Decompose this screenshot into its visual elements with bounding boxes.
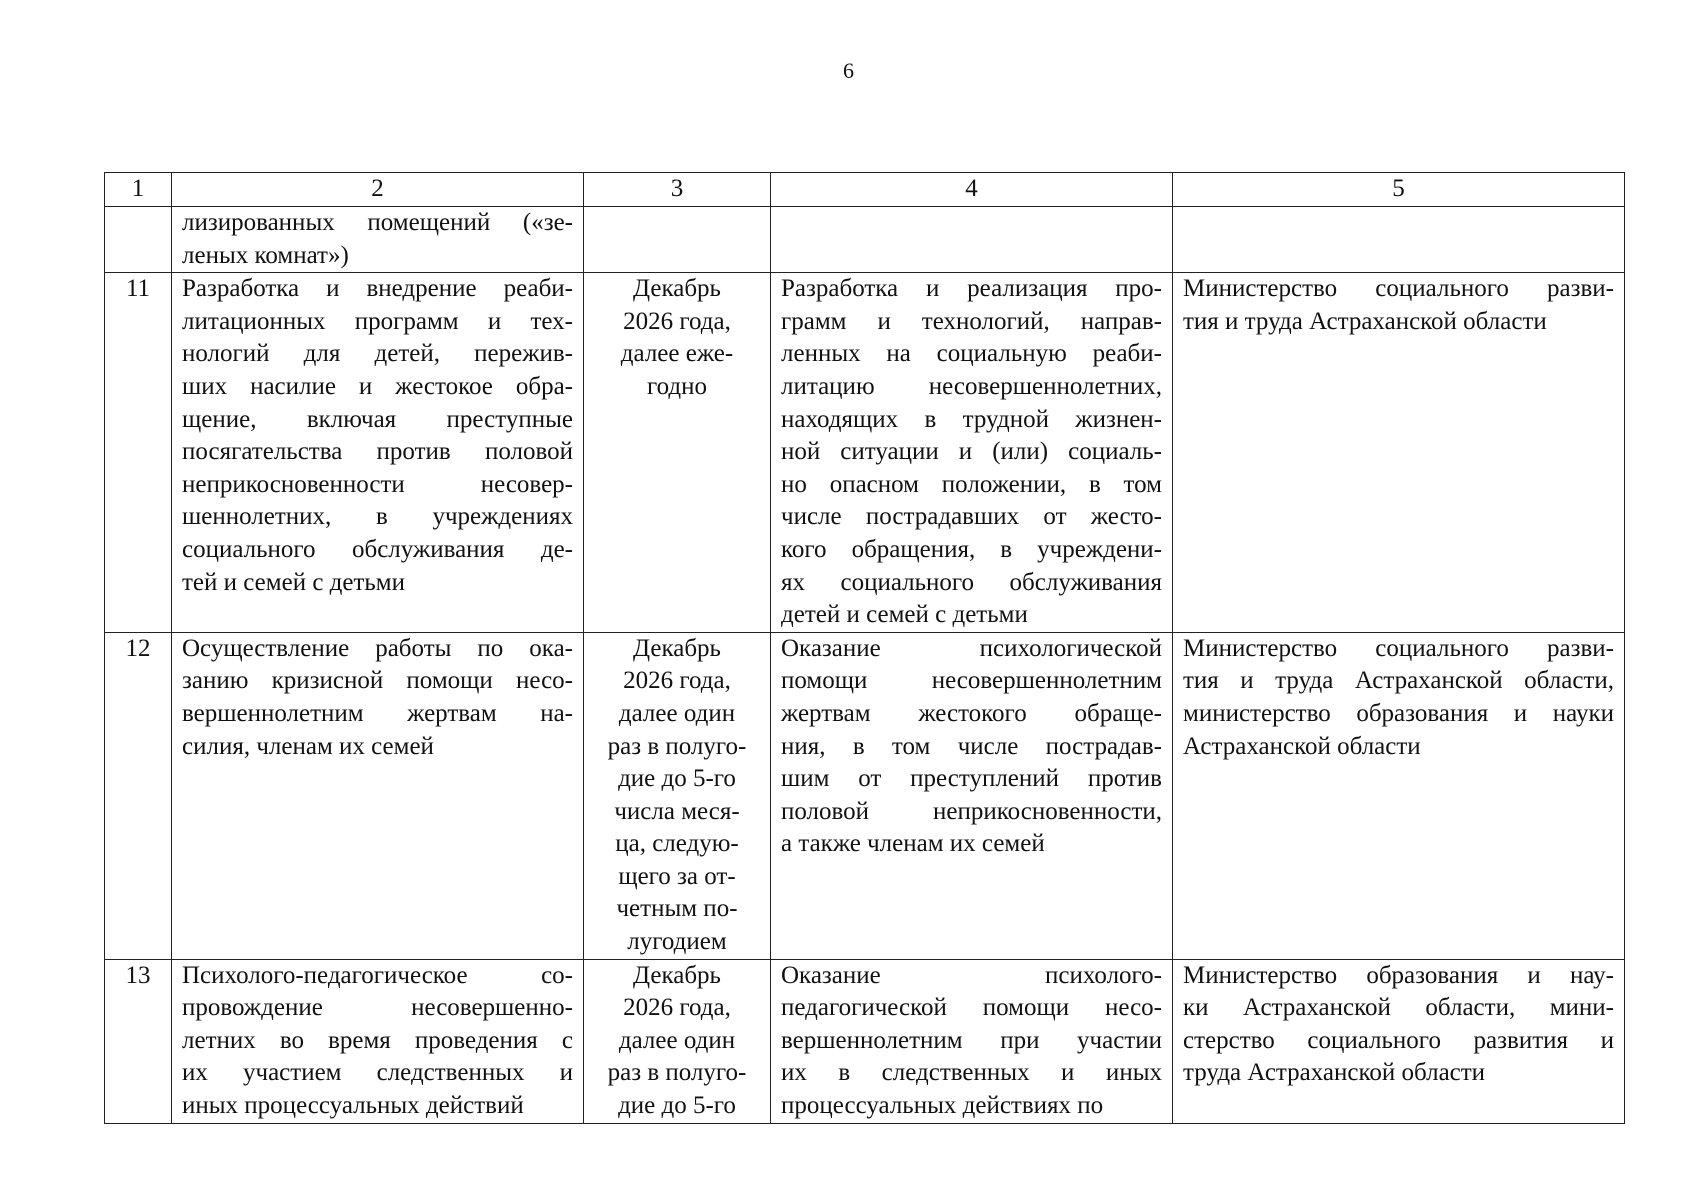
deadline-line: 2026 года, xyxy=(623,667,731,695)
deadline-line: лугодием xyxy=(627,928,727,956)
responsible-cell xyxy=(1173,959,1625,1123)
activity-line: леных комнат») xyxy=(182,241,349,269)
activity-line: вершеннолетним жертвам на- xyxy=(182,699,573,727)
deadline-line: раз в полуго- xyxy=(607,732,747,760)
responsible-line: министерство образования и науки xyxy=(1183,699,1614,727)
table-row xyxy=(105,959,1625,1123)
deadline-line: Декабрь xyxy=(633,275,721,303)
responsible-cell xyxy=(1173,273,1625,633)
result-line: детей и семей с детьми xyxy=(781,601,1028,629)
result-line: ях социального обслуживания xyxy=(781,568,1162,596)
row-number-cell: 13 xyxy=(105,959,172,1123)
activity-line: щение, включая преступные xyxy=(182,405,573,433)
deadline-line: Декабрь xyxy=(633,961,721,989)
responsible-line: Министерство социального разви- xyxy=(1183,634,1614,662)
header-cell-2: 2 xyxy=(172,173,584,207)
deadline-cell xyxy=(584,632,771,959)
deadline-line: ца, следую- xyxy=(615,830,739,858)
result-line: Оказание психологической xyxy=(781,634,1162,662)
result-line: кого обращения, в учреждени- xyxy=(781,535,1162,563)
row-number-cell: 11 xyxy=(105,273,172,633)
responsible-line: Министерство социального разви- xyxy=(1183,275,1614,303)
activity-line: посягательства против половой xyxy=(182,438,573,466)
result-line: грамм и технологий, направ- xyxy=(781,307,1162,335)
deadline-line: раз в полуго- xyxy=(607,1059,747,1087)
activity-line: литационных программ и тех- xyxy=(182,307,573,335)
responsible-line: стерство социального развития и xyxy=(1183,1026,1614,1054)
row-number-cell: 12 xyxy=(105,632,172,959)
deadline-line: четным по- xyxy=(616,895,738,923)
result-cell xyxy=(771,273,1173,633)
result-line: а также членам их семей xyxy=(781,830,1045,858)
activity-line: ших насилие и жестокое обра- xyxy=(182,372,573,400)
activity-cell xyxy=(172,632,584,959)
activity-line: Психолого-педагогическое со- xyxy=(182,961,573,989)
result-line: находящих в трудной жизнен- xyxy=(781,405,1162,433)
deadline-line: далее еже- xyxy=(620,340,734,368)
header-cell-5: 5 xyxy=(1173,173,1625,207)
page-number: 6 xyxy=(843,58,854,83)
activity-line: их участием следственных и xyxy=(182,1059,573,1087)
activity-line: иных процессуальных действий xyxy=(182,1092,524,1120)
responsible-line: ки Астраханской области, мини- xyxy=(1183,994,1614,1022)
activity-line: занию кризисной помощи несо- xyxy=(182,667,573,695)
table-row xyxy=(105,632,1625,959)
deadline-cell xyxy=(584,207,771,273)
activity-line: Разработка и внедрение реаби- xyxy=(182,275,573,303)
deadline-line: дие до 5-го xyxy=(618,765,736,793)
deadline-cell xyxy=(584,273,771,633)
responsible-line: тия и труда Астраханской области, xyxy=(1183,667,1614,695)
result-line: шим от преступлений против xyxy=(781,765,1162,793)
result-line: вершеннолетним при участии xyxy=(781,1026,1162,1054)
result-line: но опасном положении, в том xyxy=(781,470,1162,498)
responsible-cell xyxy=(1173,632,1625,959)
activity-line: силия, членам их семей xyxy=(182,732,434,760)
responsible-line: тия и труда Астраханской области xyxy=(1183,307,1547,335)
result-line: процессуальных действиях по xyxy=(781,1092,1104,1120)
result-line: Разработка и реализация про- xyxy=(781,275,1162,303)
result-line: числе пострадавших от жесто- xyxy=(781,503,1162,531)
activity-line: летних во время проведения с xyxy=(182,1026,573,1054)
result-line: педагогической помощи несо- xyxy=(781,994,1162,1022)
activity-line: шеннолетних, в учреждениях xyxy=(182,503,573,531)
plan-table xyxy=(104,172,1625,1124)
responsible-line: труда Астраханской области xyxy=(1183,1059,1486,1087)
activity-cell xyxy=(172,207,584,273)
deadline-line: числа меся- xyxy=(614,797,740,825)
activity-line: Осуществление работы по ока- xyxy=(182,634,573,662)
header-cell-4: 4 xyxy=(771,173,1173,207)
header-cell-3: 3 xyxy=(584,173,771,207)
deadline-cell xyxy=(584,959,771,1123)
deadline-line: далее один xyxy=(618,1026,736,1054)
result-line: Оказание психолого- xyxy=(781,961,1162,989)
row-number-cell xyxy=(105,207,172,273)
responsible-line: Астраханской области xyxy=(1183,732,1421,760)
deadline-line: 2026 года, xyxy=(623,994,731,1022)
deadline-line: годно xyxy=(646,372,707,400)
result-line: помощи несовершеннолетним xyxy=(781,667,1162,695)
result-line: их в следственных и иных xyxy=(781,1059,1162,1087)
activity-line: неприкосновенности несовер- xyxy=(182,470,573,498)
result-line: ния, в том числе пострадав- xyxy=(781,732,1162,760)
result-line: жертвам жестокого обраще- xyxy=(781,699,1162,727)
activity-line: провождение несовершенно- xyxy=(182,994,573,1022)
activity-cell xyxy=(172,959,584,1123)
table-row xyxy=(105,273,1625,633)
activity-line: лизированных помещений («зе- xyxy=(182,209,573,236)
deadline-line: Декабрь xyxy=(633,634,721,662)
responsible-line: Министерство образования и нау- xyxy=(1183,961,1614,989)
deadline-line: далее один xyxy=(618,699,736,727)
result-line: ленных на социальную реаби- xyxy=(781,340,1162,368)
result-cell xyxy=(771,207,1173,273)
activity-line: социального обслуживания де- xyxy=(182,535,573,563)
result-line: половой неприкосновенности, xyxy=(781,797,1162,825)
result-line: ной ситуации и (или) социаль- xyxy=(781,438,1162,466)
result-cell xyxy=(771,959,1173,1123)
result-line: литацию несовершеннолетних, xyxy=(781,372,1162,400)
deadline-line: 2026 года, xyxy=(623,307,731,335)
deadline-line: дие до 5-го xyxy=(618,1092,736,1120)
result-cell xyxy=(771,632,1173,959)
header-row xyxy=(105,173,1625,207)
activity-cell xyxy=(172,273,584,633)
header-cell-1: 1 xyxy=(105,173,172,207)
activity-line: тей и семей с детьми xyxy=(182,568,406,596)
responsible-cell xyxy=(1173,207,1625,273)
deadline-line: щего за от- xyxy=(618,862,736,890)
activity-line: нологий для детей, пережив- xyxy=(182,340,573,368)
table-row xyxy=(105,207,1625,273)
